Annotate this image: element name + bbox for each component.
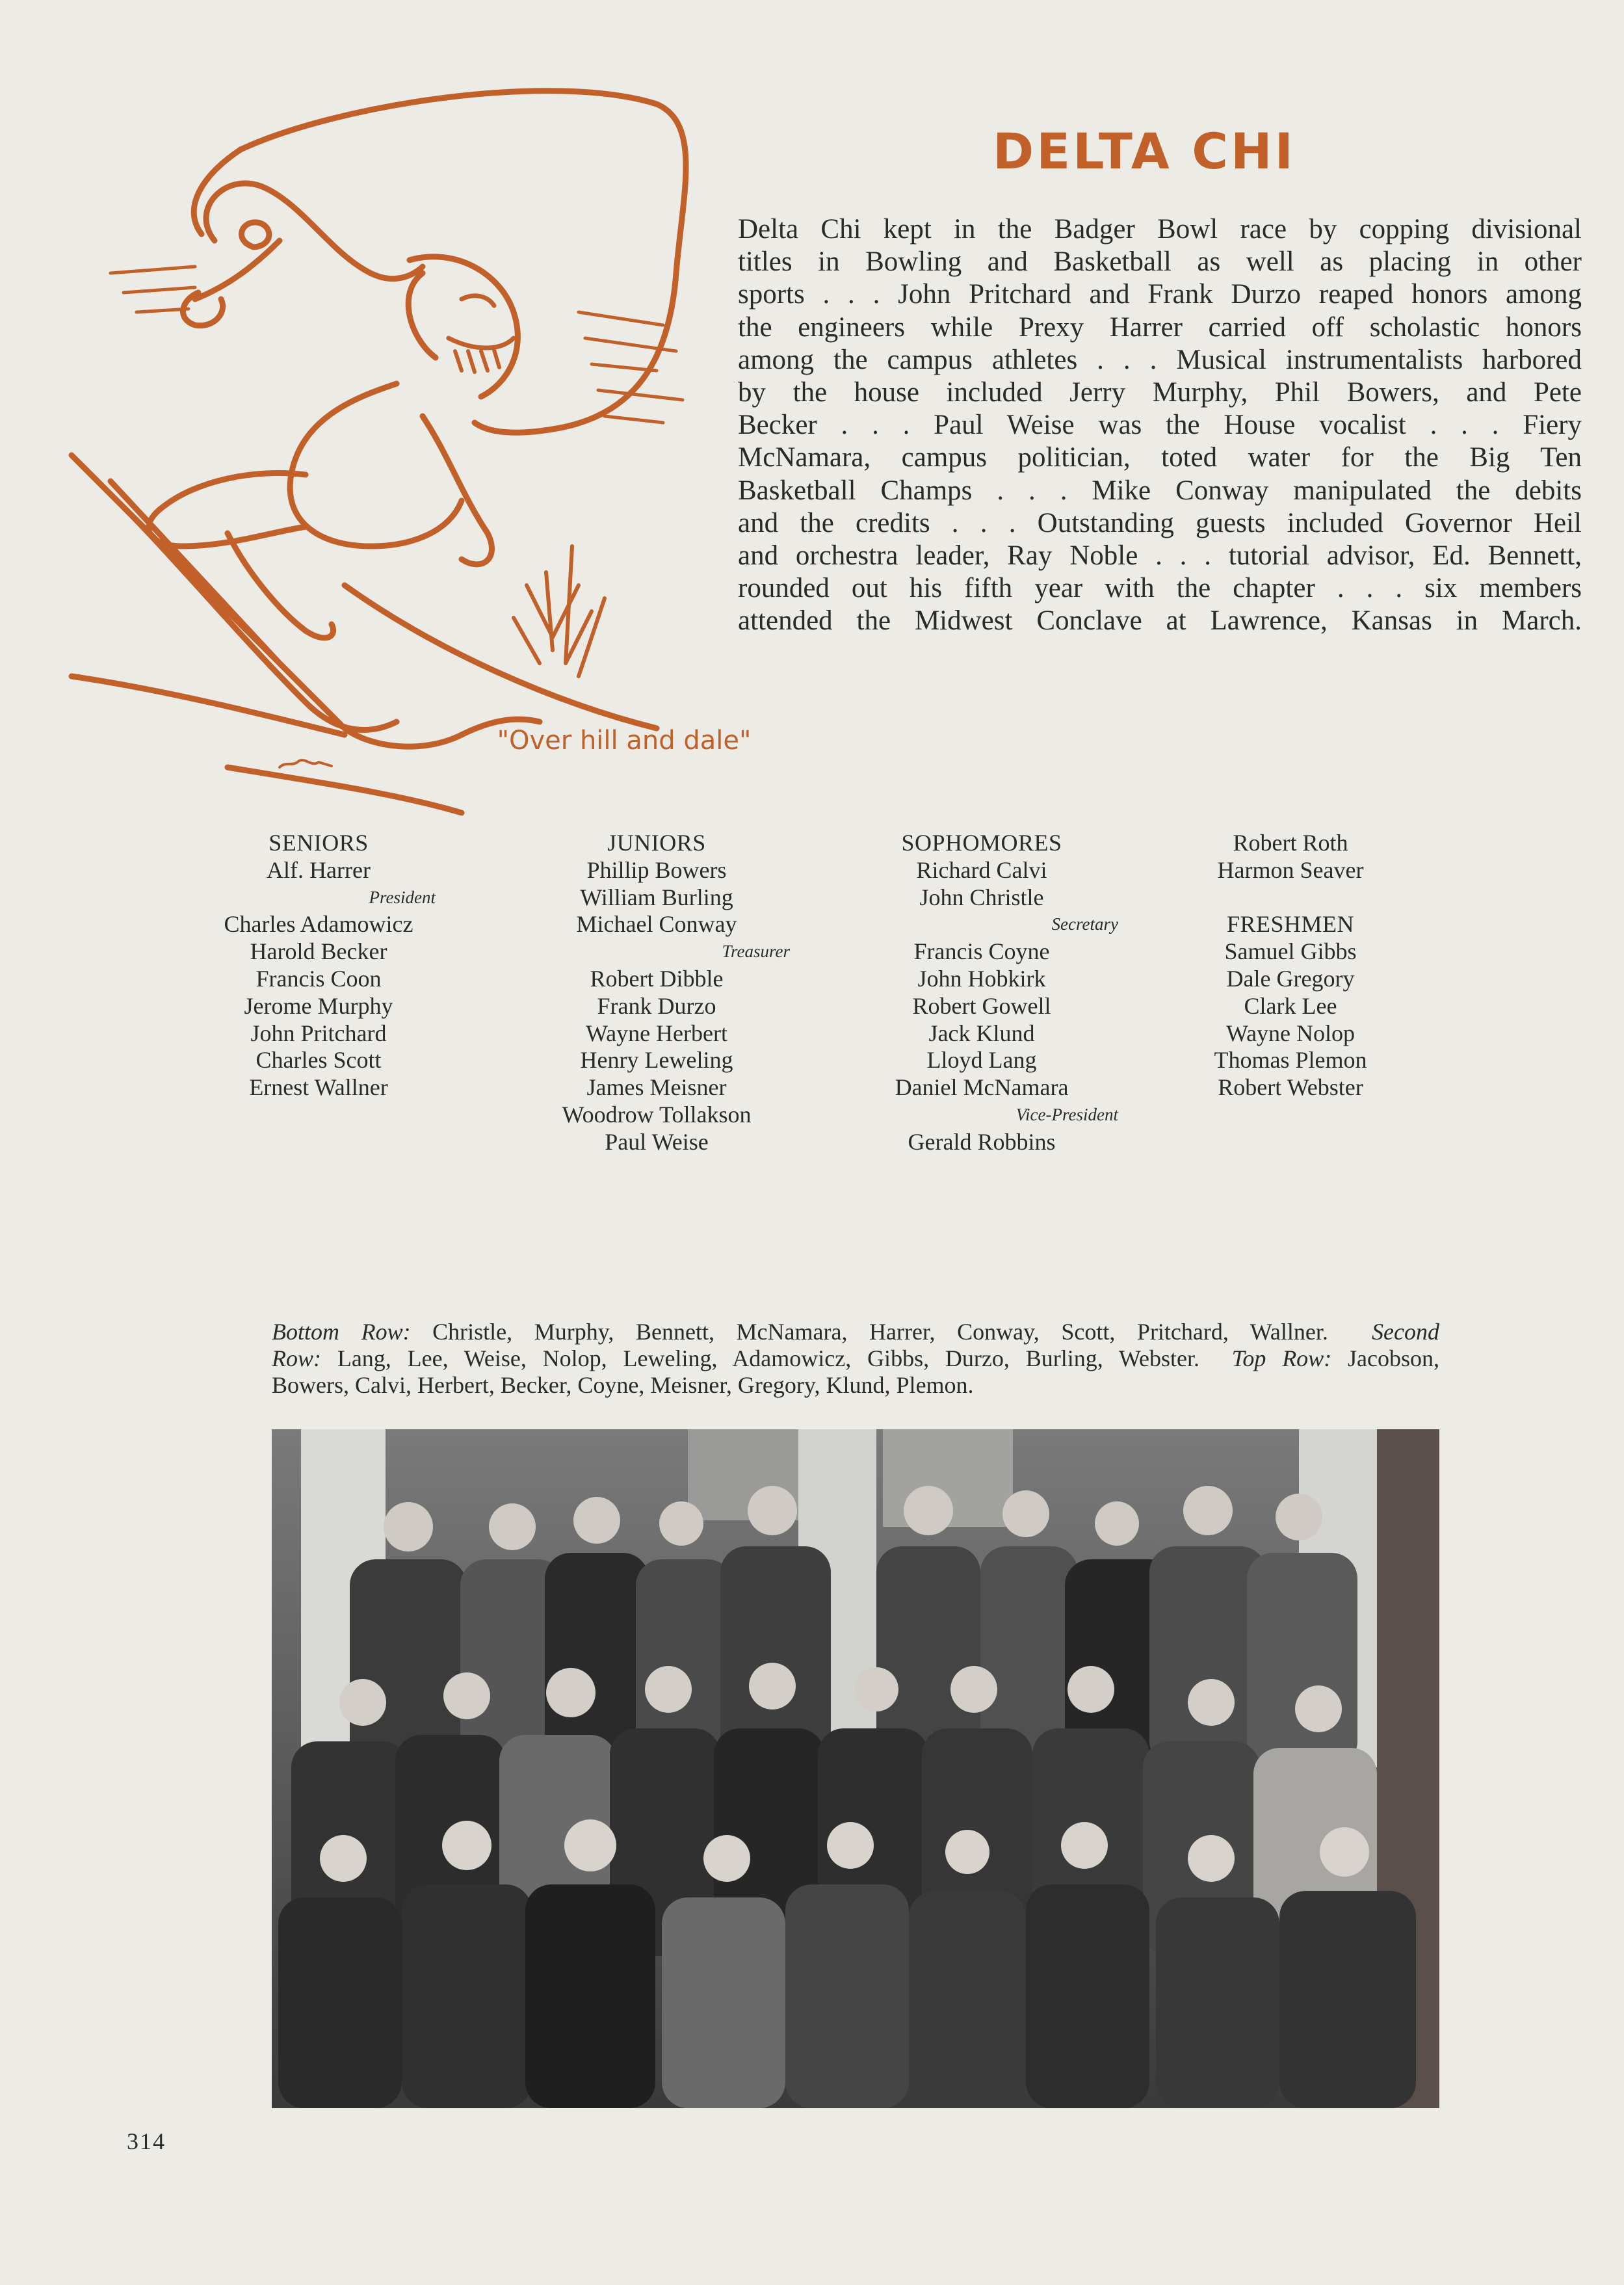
member-name: William Burling: [580, 884, 733, 910]
intro-line: sports . . . John Pritchard and Frank Durzo reaped honors among: [738, 279, 1582, 310]
caption-line: Bowers, Calvi, Herbert, Becker, Coyne, Meisner, Gregory, Klund, Plemon.: [272, 1372, 974, 1398]
member-name: Frank Durzo: [597, 992, 716, 1019]
member-name: Wayne Nolop: [1225, 1020, 1356, 1046]
caption-line: [272, 1345, 1439, 1372]
page-title: DELTA CHI: [993, 122, 1296, 180]
member-name: Wayne Herbert: [586, 1020, 727, 1046]
roster-heading: FRESHMEN: [1226, 911, 1355, 938]
intro-line: titles in Bowling and Basketball as well as placing in other: [738, 246, 1582, 278]
intro-line: among the campus athletes . . . Musical instrumentalists harbored: [738, 344, 1582, 375]
intro-line: and orchestra leader, Ray Noble . . . tutorial advisor, Ed. Bennett,: [738, 540, 1582, 572]
row-label: Second: [1372, 1319, 1440, 1345]
member-name: Jack Klund: [928, 1020, 1035, 1046]
member-name: Charles Scott: [255, 1047, 382, 1074]
member-name: Francis Coon: [255, 965, 382, 992]
intro-line: by the house included Jerry Murphy, Phil Bowers, and Pete: [738, 377, 1582, 408]
caption-text: Lang, Lee, Weise, Nolop, Leweling, Adamowicz, Gibbs, Durzo, Burling, Webster.: [321, 1345, 1199, 1371]
roster-column-seniors: [202, 830, 436, 1102]
member-name: Robert Dibble: [590, 965, 724, 992]
officer-role: Secretary: [1051, 914, 1118, 934]
member-name: Robert Gowell: [912, 992, 1051, 1019]
caption-line: [272, 1319, 1439, 1345]
member-name: Henry Leweling: [580, 1047, 733, 1074]
skier-illustration: [33, 78, 722, 819]
officer-role: Treasurer: [722, 942, 790, 962]
roster-column-sophomores: [845, 830, 1118, 1156]
member-name: Jerome Murphy: [244, 992, 393, 1019]
member-name: Michael Conway: [576, 911, 737, 938]
row-label: Bottom Row:: [272, 1319, 411, 1345]
member-name: Francis Coyne: [913, 938, 1050, 965]
member-name: Phillip Bowers: [586, 856, 727, 883]
intro-line: Delta Chi kept in the Badger Bowl race by copping divisional: [738, 214, 1582, 244]
caption-text: Jacobson,: [1331, 1345, 1439, 1371]
member-name: Robert Webster: [1218, 1074, 1363, 1101]
intro-line: rounded out his fifth year with the chapter . . . six members: [738, 573, 1582, 604]
member-name: Harold Becker: [250, 938, 387, 965]
member-name: John Hobkirk: [917, 965, 1046, 992]
officer-role: Vice-President: [1015, 1104, 1118, 1124]
member-name: Lloyd Lang: [926, 1047, 1037, 1074]
intro-line: Basketball Champs . . . Mike Conway manipulated the debits: [738, 475, 1582, 506]
member-name: Thomas Plemon: [1214, 1047, 1367, 1074]
roster-heading: JUNIORS: [607, 830, 706, 856]
member-name: Ernest Wallner: [249, 1074, 388, 1101]
photo-caption: [272, 1319, 1439, 1399]
intro-line: Becker . . . Paul Weise was the House vocalist . . . Fiery: [738, 410, 1582, 441]
member-name: John Pritchard: [250, 1020, 387, 1046]
row-label: Top Row:: [1231, 1345, 1332, 1371]
roster-heading: SOPHOMORES: [901, 830, 1062, 856]
member-name: Clark Lee: [1244, 992, 1337, 1019]
member-name: Dale Gregory: [1226, 965, 1355, 992]
spacer: [1183, 884, 1398, 912]
member-name: Woodrow Tollakson: [562, 1101, 752, 1128]
member-name: Alf. Harrer: [267, 856, 371, 883]
page-number: 314: [127, 2128, 166, 2154]
intro-line: attended the Midwest Conclave at Lawrence, Kansas in March.: [738, 605, 1582, 637]
officer-role: President: [369, 887, 436, 907]
roster-column-juniors: [523, 830, 790, 1156]
caption-text: Christle, Murphy, Bennett, McNamara, Harrer, Conway, Scott, Pritchard, Wallner.: [410, 1319, 1328, 1345]
member-name: Richard Calvi: [916, 856, 1047, 883]
roster-heading: SENIORS: [268, 830, 369, 856]
intro-line: and the credits . . . Outstanding guests included Governor Heil: [738, 507, 1582, 538]
member-name: Paul Weise: [605, 1128, 709, 1155]
roster-column-freshmen: [1183, 830, 1398, 1102]
member-name: Charles Adamowicz: [224, 911, 413, 938]
member-name: Gerald Robbins: [908, 1128, 1056, 1155]
intro-paragraph: [738, 213, 1582, 638]
intro-line: McNamara, campus politician, toted water for the Big Ten: [738, 442, 1582, 473]
group-photo: [272, 1429, 1439, 2108]
member-name: Samuel Gibbs: [1224, 938, 1357, 965]
member-name: John Christle: [919, 884, 1044, 910]
member-name: Robert Roth: [1233, 830, 1348, 856]
member-name: Daniel McNamara: [895, 1074, 1069, 1101]
intro-line: the engineers while Prexy Harrer carried off scholastic honors: [738, 311, 1582, 343]
illustration-caption: "Over hill and dale": [497, 726, 752, 756]
member-name: James Meisner: [586, 1074, 727, 1101]
member-name: Harmon Seaver: [1217, 856, 1364, 883]
row-label: Row:: [272, 1345, 321, 1371]
